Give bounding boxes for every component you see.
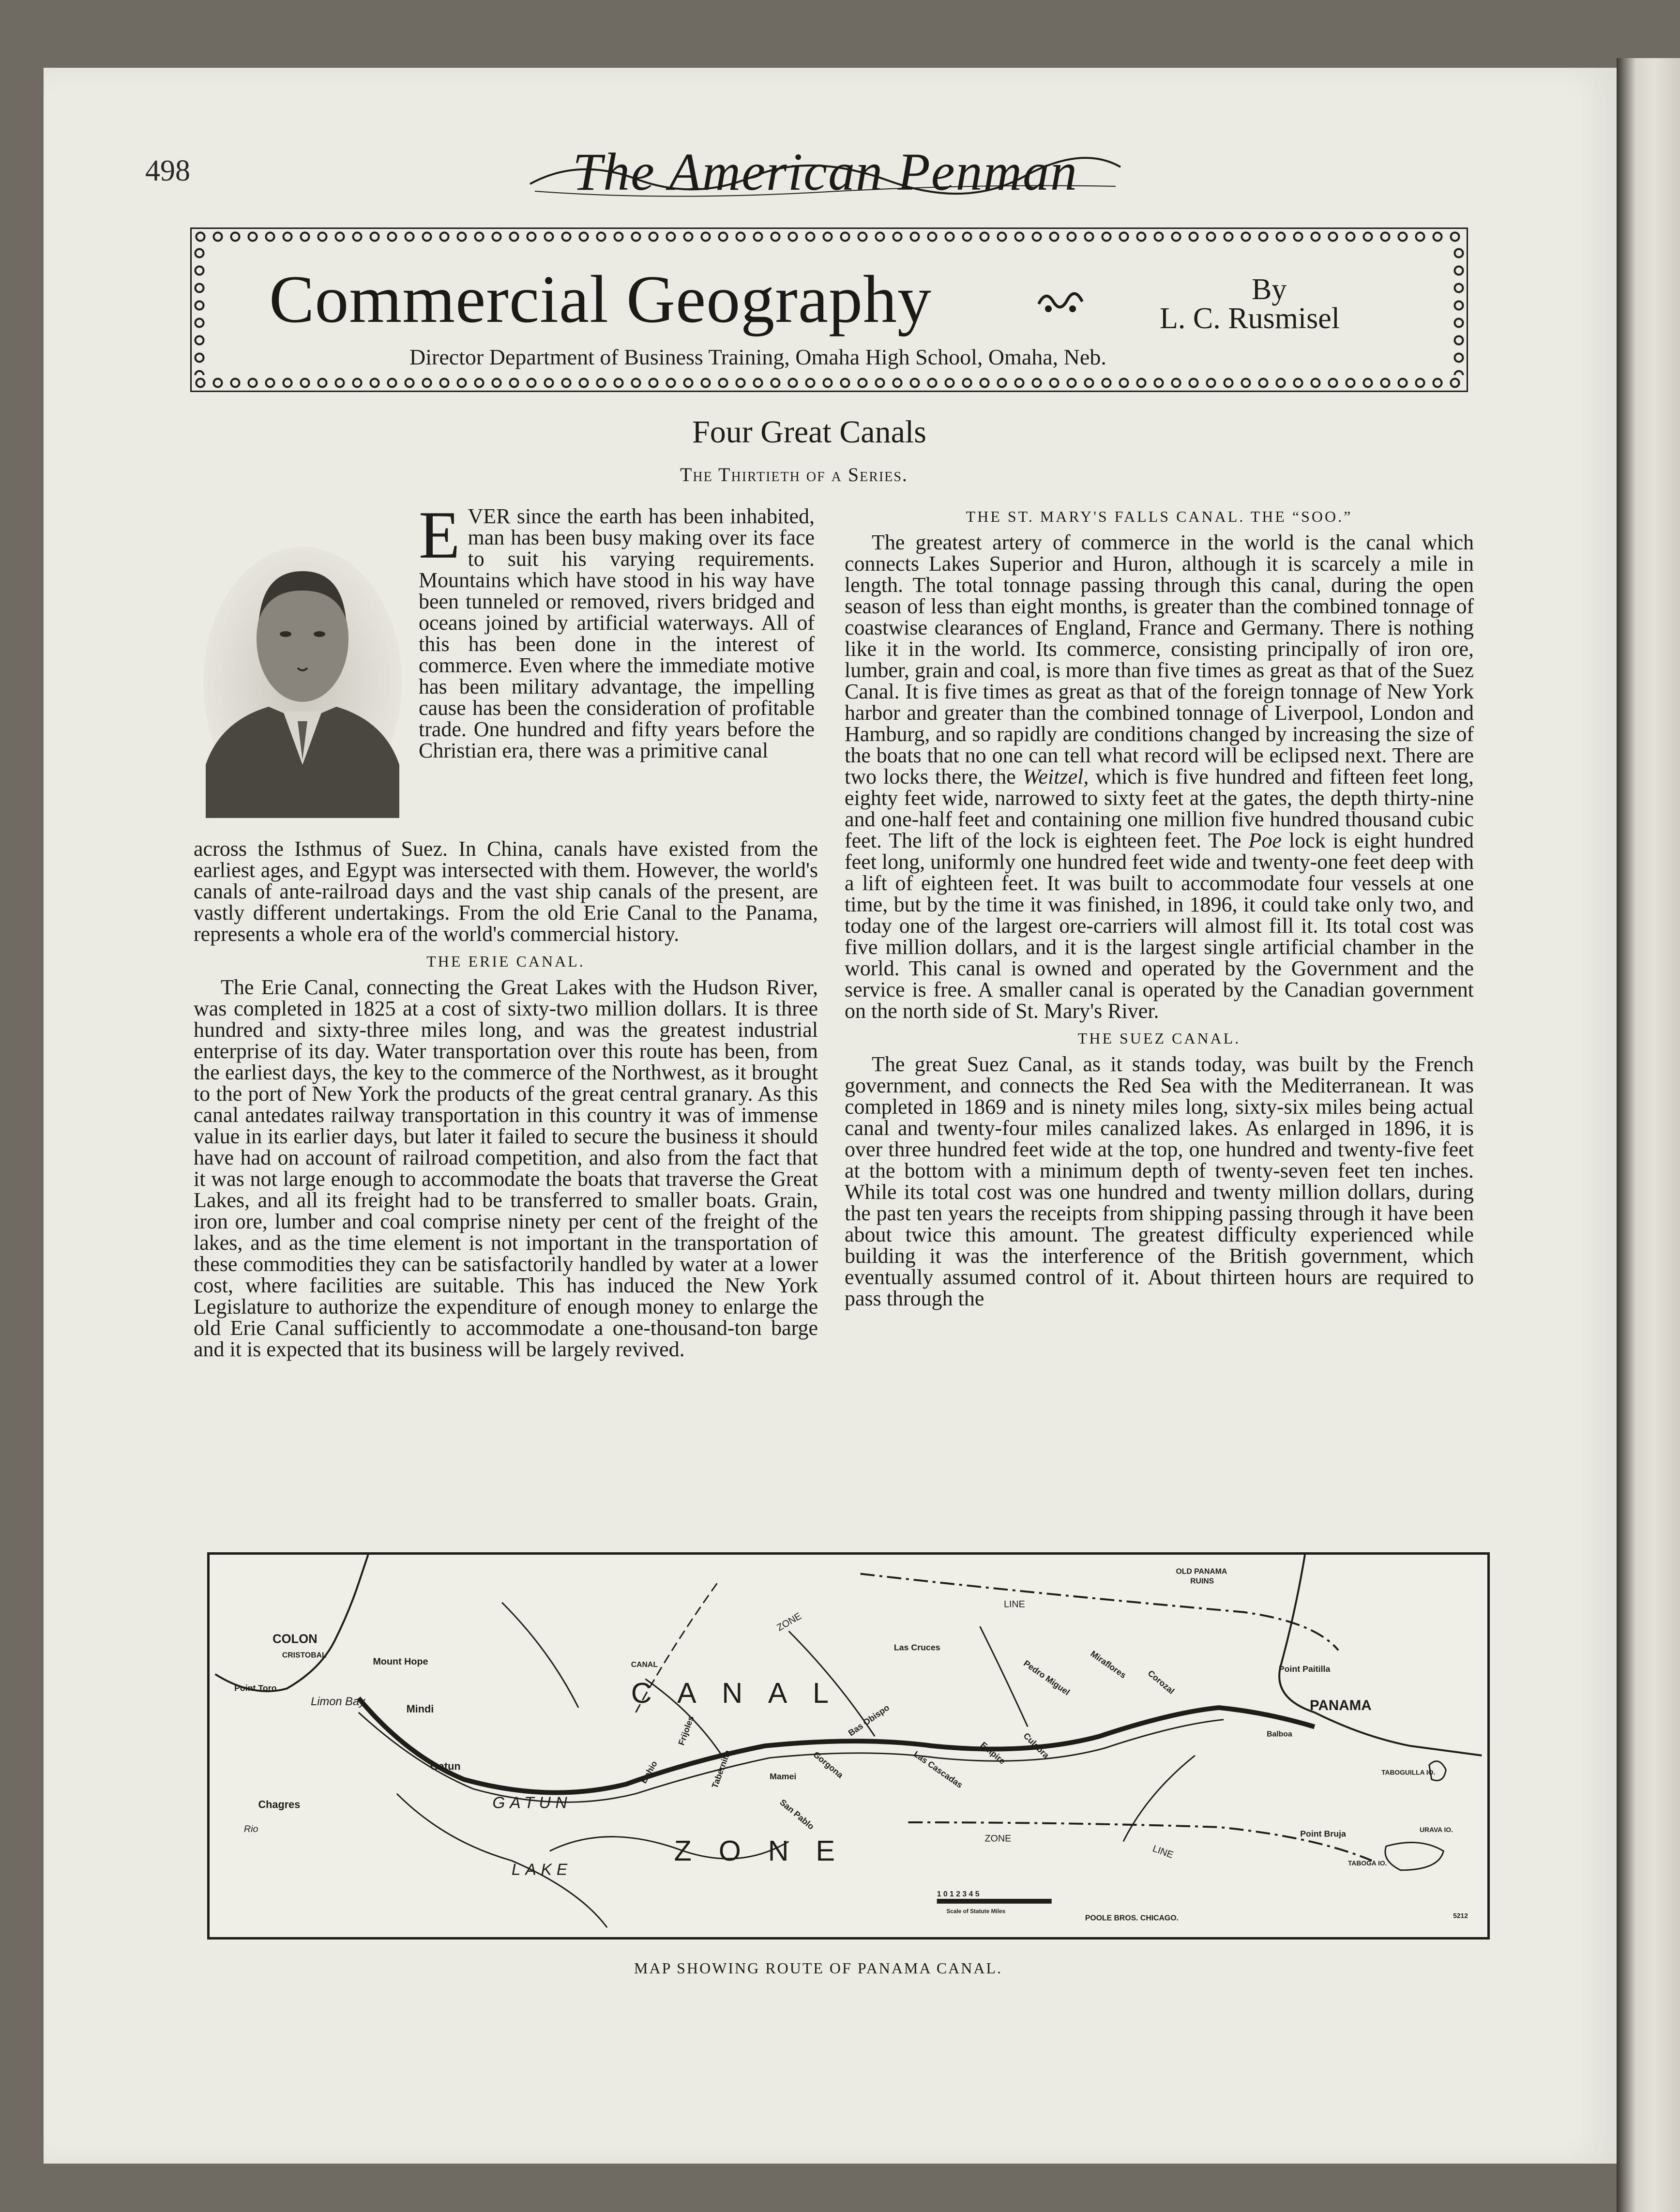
erie-heading: THE ERIE CANAL.: [426, 953, 585, 970]
map-label-panama: PANAMA: [1309, 1697, 1372, 1713]
map-label-bohio: Bohio: [638, 1759, 659, 1785]
map-label-san-pablo: San Pablo: [778, 1797, 816, 1832]
map-label-balboa: Balboa: [1267, 1730, 1292, 1739]
map-label-point-toro: Point Toro: [234, 1683, 277, 1693]
masthead-title: The American Penman: [572, 142, 1078, 201]
map-label-zone-bottom: ZONE: [984, 1833, 1012, 1844]
page-number: 498: [145, 154, 190, 187]
soo-text-1: The greatest artery of commerce in the world is the canal which connects Lakes Superior and Huron, although it is scarcely a mile in length. The total tonnage passing through this canal, during the open season of less than eight months, is greater than the combined tonnage of coastwise clearances of England, France and Germany. There is nothing like it in the world. Its commerce, consisting principally of iron ore, lumber, grain and coal, is more than five times as great as that of the Suez Canal. It is five times as great as that of the foreign tonnage of New York harbor and greater than the combined tonnage of Liverpool, London and Hamburg, and so rapidly are conditions changed by increasing the size of the boats that no one can tell what record will be eclipsed next. There are two locks there, the: [845, 530, 1474, 788]
map-label-lake: LAKE: [511, 1861, 573, 1879]
section-title: Four Great Canals: [692, 414, 926, 450]
ornament-border-top: [192, 229, 1467, 244]
intro-paragraph-part-1: VER since the earth has been inhabited, man has been busy making over its face to suit his varying requirements. Mountains which have stood in his way have been tunneled or removed, rivers bridged and oceans joined by artificial waterways. All of this has been done in the interest of commerce. Even where the immediate motive has been military advantage, the impelling cause has been the consideration of profitable trade. One hundred and fifty years before the Christian era, there was a primitive canal: [419, 504, 815, 762]
erie-paragraph: The Erie Canal, connecting the Great Lakes with the Hudson River, was completed in 1825 at a cost of sixty-two million dollars. It is three hundred and sixty-three miles long, and was the greatest industrial enterprise of its day. Water transportation over this route has been, from the earliest days, the key to the commerce of the Northwest, as it brought to the port of New York the products of the great central granary. As this canal antedates railway transportation in this country it was of immense value in its earlier days, but later it failed to secure the business it should have had on account of railroad competition, and also from the fact that it was not large enough to accommodate the boats that traverse the Great Lakes, and all its freight had to be transferred to smaller boats. Grain, iron ore, lumber and coal comprise ninety per cent of the freight of the lakes, and as the time element is not important in the transportation of these commodities they can be satisfactorily handled by water at a lower cost, where facilities are suitable. This has induced the New York Legislature to authorize the expenditure of enough money to enlarge the old Erie Canal sufficiently to accommodate a one-thousand-ton barge and it is expected that its business will be largely revived.: [194, 975, 818, 1361]
map-caption: MAP SHOWING ROUTE OF PANAMA CANAL.: [634, 1959, 1003, 1977]
map-label-line-bottom: LINE: [1151, 1843, 1175, 1861]
ornament-border-bottom: [192, 375, 1467, 391]
weitzel-lock: Weitzel,: [1022, 765, 1089, 788]
series-note: The Thirtieth of a Series.: [680, 464, 908, 485]
map-label-las-cruces: Las Cruces: [893, 1642, 940, 1652]
map-label-point-paitilla: Point Paitilla: [1278, 1664, 1331, 1674]
map-label-mindi: Mindi: [406, 1702, 434, 1715]
ornament-border-right: [1451, 244, 1467, 375]
map-label-rio: Rio: [243, 1823, 258, 1834]
author-portrait: [201, 537, 404, 818]
map-label-pedro-miguel: Pedro Miguel: [1022, 1658, 1072, 1697]
map-label-ruins: RUINS: [1190, 1577, 1214, 1586]
map-label-mount-hope: Mount Hope: [373, 1656, 428, 1667]
soo-text-3: lock is eight hundred feet long, uniformly one hundred feet wide and twenty-one feet deep with a lift of eighteen feet. It was built to accommodate four vessels at one time, but by the time it was finished, in 1896, it could take only two, and today one of the largest ore-carriers will almost fill it. Its total cost was five million dollars, and it is the largest single artificial chamber in the world. This canal is owned and operated by the Government and the service is free. A smaller canal is operated by the Canadian government on the north side of St. Mary's River.: [845, 829, 1474, 1023]
map-label-mamei: Mamei: [770, 1772, 797, 1782]
map-label-gorgona: Gorgona: [811, 1749, 845, 1780]
author-affiliation: Director Department of Business Training, Omaha High School, Omaha, Neb.: [409, 345, 1106, 369]
poe-lock: Poe: [1248, 829, 1282, 852]
map-label-miraflores: Miraflores: [1089, 1649, 1128, 1681]
map-label-gatun-lake: GATUN: [492, 1794, 572, 1812]
map-scale-label: Scale of Statute Miles: [946, 1908, 1006, 1915]
map-label-old-panama: OLD PANAMA: [1176, 1567, 1227, 1576]
facing-page-edge: [1617, 58, 1680, 2212]
map-label-point-bruja: Point Bruja: [1300, 1829, 1346, 1839]
left-column: [194, 838, 818, 1360]
map-publisher: POOLE BROS. CHICAGO.: [1085, 1914, 1179, 1923]
map-label-canal-small: CANAL: [631, 1661, 658, 1669]
ornament-border-left: [192, 244, 207, 375]
map-label-gatun: Gatun: [430, 1760, 461, 1773]
drop-cap: E: [419, 498, 460, 573]
map-label-bas-obispo: Bas Obispo: [846, 1702, 892, 1738]
map-label-corozal: Corozal: [1146, 1668, 1177, 1696]
map-label-big-zone: Z O N E: [674, 1834, 845, 1867]
map-label-urava: URAVA IO.: [1420, 1825, 1453, 1833]
map-label-tabernilla: Tabernilla: [710, 1748, 733, 1790]
map-number: 5212: [1453, 1911, 1468, 1920]
article-header-box: [190, 227, 1468, 392]
map-label-frijoles: Frijoles: [676, 1714, 696, 1747]
map-label-limon-bay: Limon Bay: [311, 1696, 365, 1709]
flourish-icon: [1034, 285, 1087, 318]
soo-paragraph: [845, 532, 1474, 1022]
map-label-line-top: LINE: [1003, 1599, 1025, 1610]
right-column: [845, 506, 1474, 1309]
suez-heading: THE SUEZ CANAL.: [1077, 1030, 1241, 1047]
map-label-taboga: TABOGA IO.: [1347, 1859, 1387, 1867]
intro-paragraph-part-2: across the Isthmus of Suez. In China, canals have existed from the earliest ages, and Egypt was intersected with them. However, the world's canals of ante-railroad days and the vast ship canals of the present, are vastly different undertakings. From the old Erie Canal to the Panama, represents a whole era of the world's commercial history.: [194, 837, 818, 946]
map-label-chagres: Chagres: [258, 1798, 301, 1811]
map-label-empire: Empire: [978, 1740, 1007, 1766]
suez-paragraph: The great Suez Canal, as it stands today, was built by the French government, and connects the Red Sea with the Mediterranean. It was completed in 1869 and is ninety miles long, sixty-six miles being actual canal and twenty-four miles canalized lakes. As enlarged in 1896, it is over three hundred feet wide at the top, one hundred and twenty-five feet at the bottom with a minimum depth of twenty-seven feet ten inches. While its total cost was one hundred and twenty million dollars, during the past ten years the receipts from shipping passing through it have been about twice this amount. The greatest difficulty experienced while building it was the interference of the British government, which eventually assumed control of it. About thirteen hours are required to pass through the: [845, 1052, 1474, 1310]
soo-text-2: which is five hundred and fifteen feet long, eighty feet wide, narrowed to sixty feet at the gates, the depth thirty-nine and one-half feet and containing one million five hundred thousand cubic feet. The lift of the lock is eighteen feet. The: [845, 765, 1474, 852]
soo-heading: THE ST. MARY'S FALLS CANAL. THE “SOO.”: [966, 508, 1353, 525]
map-scale-numbers: 1 0 1 2 3 4 5: [937, 1890, 980, 1899]
article-title: Commercial Geography: [269, 262, 932, 337]
map-label-big-canal: C A N A L: [631, 1677, 838, 1710]
map-label-cristobal: CRISTOBAL: [282, 1651, 327, 1660]
map-label-colon: COLON: [272, 1632, 318, 1646]
map-label-taboguilla: TABOGUILLA IO.: [1381, 1768, 1436, 1776]
byline-by: By: [1252, 273, 1287, 306]
masthead: [520, 138, 1130, 206]
map-label-las-cascadas: Las Cascadas: [912, 1749, 965, 1790]
map-label-culebra: Culebra: [1021, 1730, 1051, 1760]
panama-canal-map: [207, 1552, 1490, 1939]
intro-wrapped-text: [419, 498, 815, 762]
byline-author: L. C. Rusmisel: [1160, 302, 1340, 335]
map-label-zone-top: ZONE: [775, 1610, 803, 1634]
